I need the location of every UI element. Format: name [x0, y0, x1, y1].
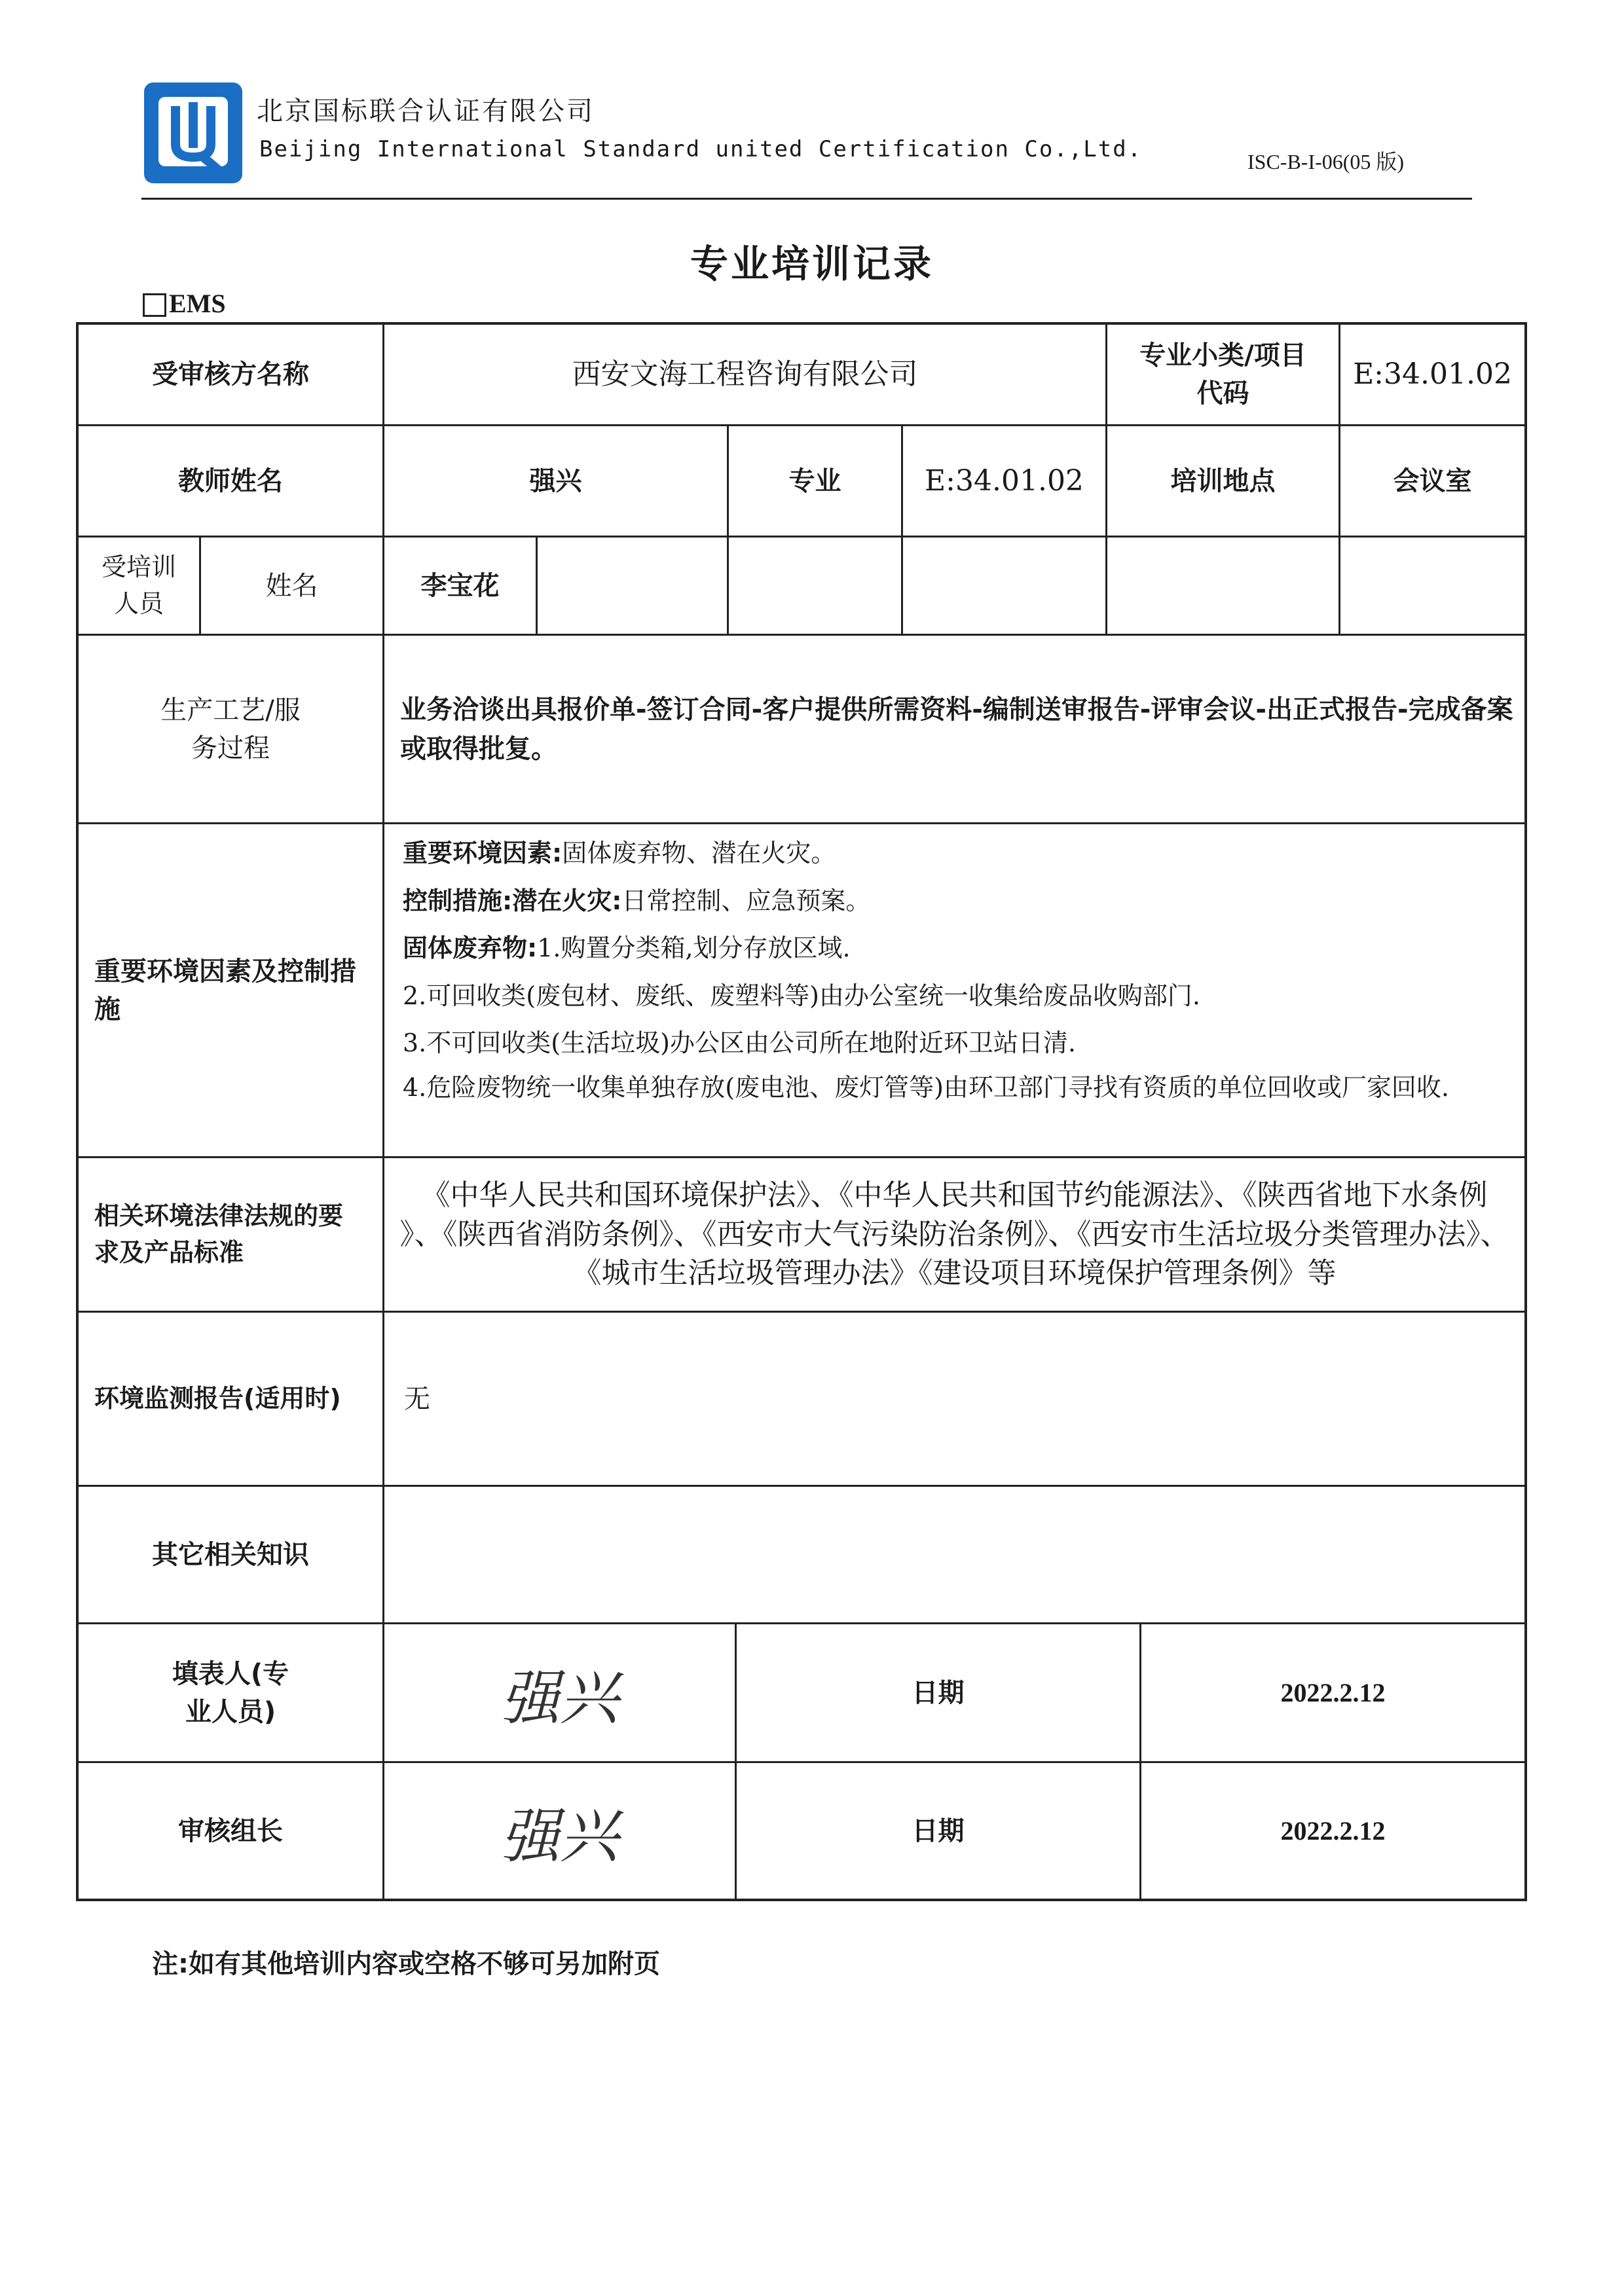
- company-name-cn: 北京国标联合认证有限公司: [257, 96, 595, 126]
- leader-signature: 强兴: [500, 1802, 619, 1871]
- leader-date-label: 日期: [912, 1815, 965, 1846]
- filler-date: 2022.2.12: [1280, 1677, 1386, 1707]
- monitor-value: 无: [404, 1383, 430, 1414]
- auditee-label: 受审核方名称: [152, 359, 309, 390]
- env-factors-content: [384, 824, 1524, 1156]
- process-value: 业务洽谈出具报价单-签订合同-客户提供所需资料-编制送审报告-评审会议-出正式报告-完成备案或取得批复。: [400, 694, 1513, 764]
- ems-label: EMS: [169, 289, 226, 318]
- location-value: 会议室: [1393, 465, 1472, 496]
- filler-signature: 强兴: [500, 1664, 619, 1733]
- category-label: 专业小类/项目代码: [1139, 340, 1306, 409]
- form-code: ISC-B-I-06(05 版): [1247, 150, 1405, 173]
- leader-date: 2022.2.12: [1280, 1815, 1386, 1846]
- process-label: 生产工艺/服务过程: [160, 695, 301, 763]
- ems-checkbox[interactable]: [143, 293, 166, 317]
- specialty-code: E:34.01.02: [925, 464, 1084, 498]
- monitor-label: 环境监测报告(适用时): [94, 1383, 341, 1413]
- company-name-en: Beijing International Standard united Certification Co.,Ltd.: [259, 136, 1143, 162]
- fire-label: 潜在火灾:: [512, 886, 622, 915]
- control-label: 控制措施:: [403, 886, 513, 915]
- trainee-name: 李宝花: [420, 570, 500, 601]
- teacher-label: 教师姓名: [178, 465, 283, 496]
- trainee-name-label: 姓名: [265, 570, 318, 601]
- measure-item-2: 2.可回收类(废包材、废纸、废塑料等)由办公室统一收集给废品收购部门.: [403, 981, 1200, 1010]
- solid-waste-label: 固体废弃物:: [403, 934, 538, 963]
- laws-value: 《中华人民共和国环境保护法》、《中华人民共和国节约能源法》、《陕西省地下水条例 》、《陕西省消防条例》、《西安市大气污染防治条例》、《西安市生活垃圾分类管理办法》、《城市生活垃圾管理办法》《建设项目环境保护管理条例》等: [399, 1178, 1509, 1290]
- trainee-label: 受培训人员: [101, 553, 176, 618]
- fire-value: 日常控制、应急预案。: [621, 886, 871, 915]
- teacher-name: 强兴: [529, 465, 582, 496]
- auditee-value: 西安文海工程咨询有限公司: [572, 357, 918, 392]
- document-title: 专业培训记录: [690, 242, 934, 286]
- location-label: 培训地点: [1170, 465, 1276, 496]
- filler-date-label: 日期: [912, 1677, 965, 1708]
- header-divider: [141, 198, 1472, 200]
- measure-item-3: 3.不可回收类(生活垃圾)办公区由公司所在地附近环卫站日清.: [403, 1029, 1076, 1058]
- footnote: 注:如有其他培训内容或空格不够可另加附页: [152, 1949, 660, 1979]
- company-logo: [141, 80, 245, 186]
- factors-label: 重要环境因素:: [403, 839, 563, 867]
- other-knowledge-value: [384, 1487, 1524, 1622]
- laws-label: 相关环境法律法规的要求及产品标准: [94, 1201, 344, 1267]
- other-knowledge-label: 其它相关知识: [152, 1539, 309, 1570]
- measure-item-4: 4.危险废物统一收集单独存放(废电池、废灯管等)由环卫部门寻找有资质的单位回收或厂家回收.: [403, 1072, 1449, 1102]
- env-factors-label: 重要环境因素及控制措施: [94, 956, 356, 1025]
- factors-value: 固体废弃物、潜在火灾。: [562, 839, 836, 867]
- measure-item-1: 1.购置分类箱,划分存放区域.: [537, 934, 851, 963]
- leader-label: 审核组长: [178, 1815, 283, 1846]
- category-code: E:34.01.02: [1353, 357, 1512, 392]
- filler-label: 填表人(专业人员): [172, 1658, 289, 1727]
- specialty-label: 专业: [788, 465, 841, 496]
